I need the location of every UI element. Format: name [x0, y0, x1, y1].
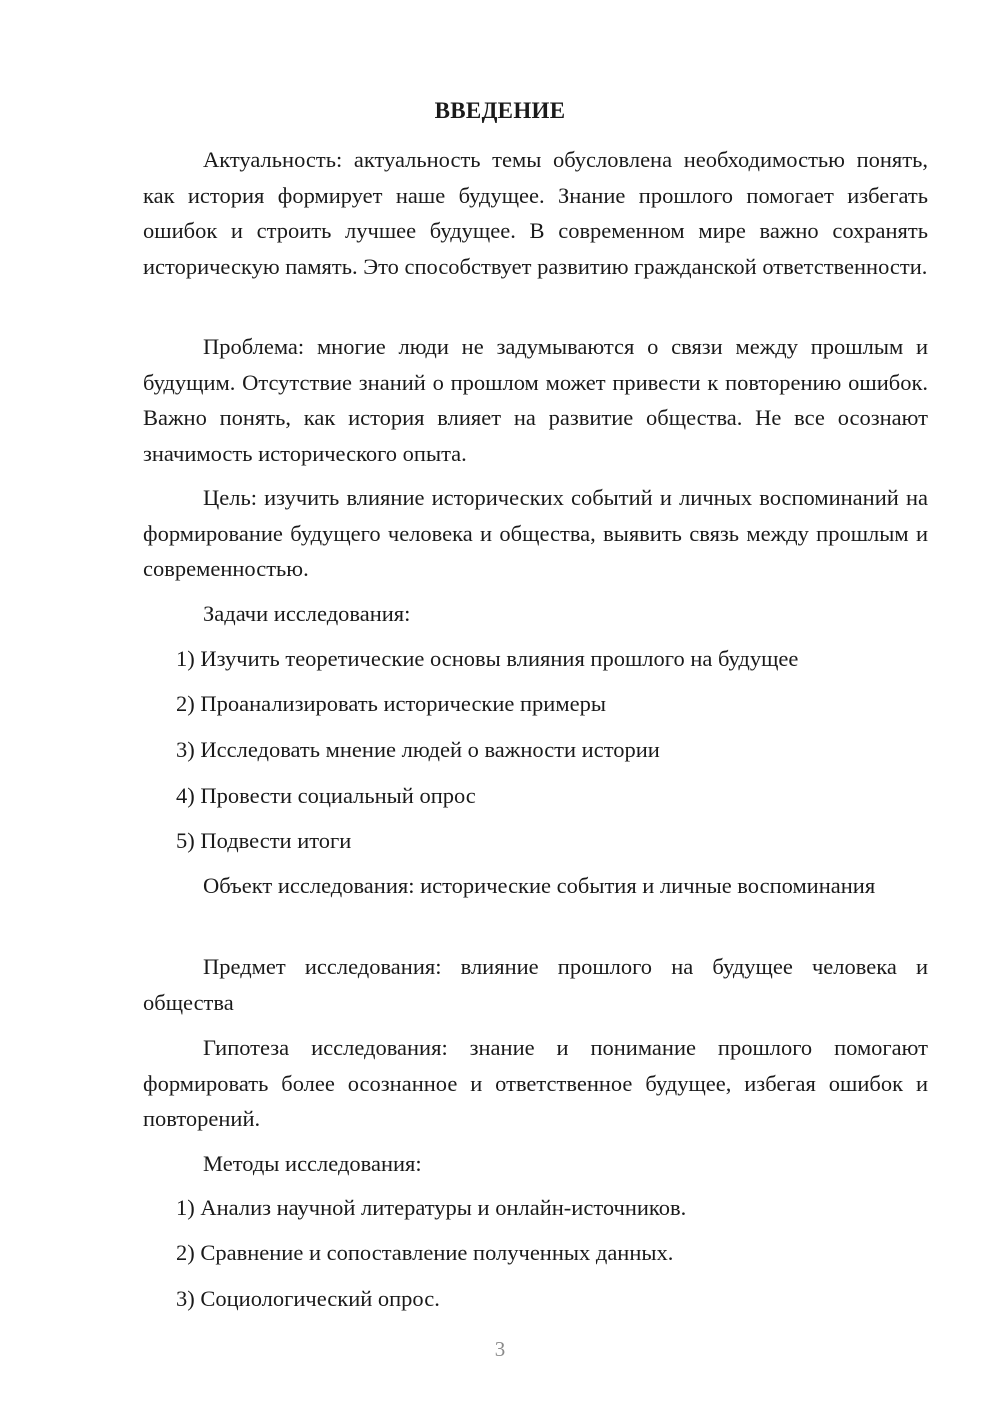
page-number: 3	[494, 1337, 506, 1361]
task-item: 2) Проанализировать исторические примеры	[176, 691, 606, 716]
task-item: 3) Исследовать мнение людей о важности истории	[176, 737, 660, 762]
subject-paragraph: Предмет исследования: влияние прошлого на будущее человека и общества	[143, 954, 928, 1015]
object-paragraph: Объект исследования: исторические события и личные воспоминания	[203, 873, 876, 898]
hypothesis-paragraph: Гипотеза исследования: знание и понимание прошлого помогают формировать более осознанное и ответственное будущее, избегая ошибок и повторений.	[143, 1035, 928, 1131]
tasks-heading: Задачи исследования:	[203, 601, 411, 626]
section-title: ВВЕДЕНИЕ	[434, 98, 566, 123]
method-item: 2) Сравнение и сопоставление полученных данных.	[176, 1240, 674, 1265]
task-item: 5) Подвести итоги	[176, 828, 352, 853]
task-item: 4) Провести социальный опрос	[176, 783, 476, 808]
methods-heading: Методы исследования:	[203, 1151, 422, 1176]
method-item: 3) Социологический опрос.	[176, 1286, 440, 1311]
method-item: 1) Анализ научной литературы и онлайн-источников.	[176, 1195, 687, 1220]
relevance-paragraph: Актуальность: актуальность темы обусловлена необходимостью понять, как история формирует наше будущее. Знание прошлого помогает избегать ошибок и строить лучшее будущее. В современном мире важно сохранять историческую память. Это способствует развитию гражданской ответственности.	[143, 147, 928, 279]
goal-paragraph: Цель: изучить влияние исторических событий и личных воспоминаний на формирование будущего человека и общества, выявить связь между прошлым и современностью.	[143, 485, 928, 581]
problem-paragraph: Проблема: многие люди не задумываются о связи между прошлым и будущим. Отсутствие знаний о прошлом может привести к повторению ошибок. Важно понять, как история влияет на развитие общества. Не все осознают значимость исторического опыта.	[143, 334, 928, 466]
task-item: 1) Изучить теоретические основы влияния прошлого на будущее	[176, 646, 799, 671]
